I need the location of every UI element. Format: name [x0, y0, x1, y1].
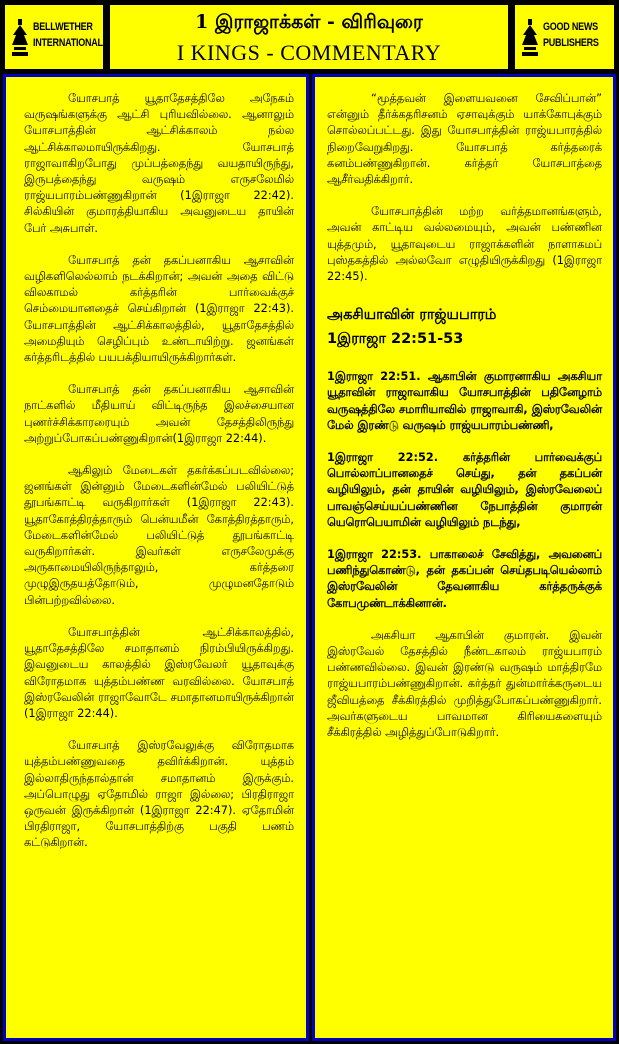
- good-news-logo-line2: PUBLISHERS: [543, 37, 599, 49]
- header-title-box: [108, 3, 510, 71]
- good-news-logo-line1: GOOD NEWS: [543, 21, 598, 33]
- right-paragraph-3: அகசியா ஆகாபின் குமாரன். இவன் இஸ்ரவேல் தேசத்தில் நீண்டகாலம் ராஜ்யபாரம் பண்ணவில்லை. இவன் இரண்டு வருஷம் மாத்திரமே ராஜ்யபாரம்பண்ணுகிறான். கர்த்தர் துன்மார்க்கருடைய ஜீவியத்தை சீக்கிரத்தில் முறித்துபோகப்பண்ணுகிறார். அவர்களுடைய பாவமான கிரியைகளையும் சீக்கிரத்தில் அழித்துப்போடுகிறார்.: [327, 628, 602, 740]
- left-paragraph-5: யோசபாத்தின் ஆட்சிக்காலத்தில், யூதாதேசத்திலே சமாதானம் நிரம்பியிருக்கிறது. இவனுடைய காலத்தில் இஸ்ரவேலர் யூதாவுக்கு விரோதமாக யுத்தம்பண்ண வரவில்லை. யோசபாத் இஸ்ரவேலின் ராஜாவோடே சமாதானமாயிருக்கிறான் (1இராஜா 22:44).: [24, 625, 294, 720]
- title-tamil: 1 இராஜாக்கள் - விரிவுரை: [195, 11, 423, 33]
- section-heading-title: அகசியாவின் ராஜ்யபாரம்: [327, 307, 497, 324]
- left-column: [3, 74, 309, 1041]
- right-paragraph-2: யோசபாத்தின் மற்ற வர்த்தமானங்களும், அவன் காட்டிய வல்லமையும், அவன் பண்ணின யுத்தமும், யூதாவுடைய ராஜாக்களின் நாளாகமப் புஸ்தகத்தில் அல்லவோ எழுதியிருக்கிறது (1இராஜா 22:45).: [327, 205, 602, 284]
- left-paragraph-3: யோசபாத் தன் தகப்பனாகிய ஆசாவின் நாட்களில் மீதியாய் விட்டிருந்த இலச்சையான புணர்ச்சிக்காரரையும் அவன் தேசத்திலிருந்து அற்றுப்போகப்பண்ணுகிறான்(1இராஜா 22:44).: [24, 383, 294, 445]
- bellwether-logo-line1: BELLWETHER: [33, 21, 93, 33]
- bellwether-emblem-icon: [11, 19, 29, 59]
- bellwether-logo-text: [33, 19, 103, 51]
- bellwether-logo-line2: INTERNATIONAL: [33, 37, 103, 49]
- right-paragraph-1: “மூத்தவன் இளையவனை சேவிப்பான்” என்னும் தீர்க்கதரிசனம் ஏசாவுக்கும் யாக்கோபுக்கும் சொல்லப்பட்டது. இது யோசபாத்தின் ராஜ்யபாரத்தில் நிறைவேறுகிறது. யோசபாத் கர்த்தரைக் கனம்பண்ணுகிறான். கர்த்தர் யோசபாத்தை ஆசீர்வதிக்கிறார்.: [327, 92, 602, 187]
- good-news-emblem-icon: [521, 19, 539, 59]
- bellwether-logo: [11, 15, 103, 63]
- verse-53: 1இராஜா 22:53. பாகாலைச் சேவித்து, அவனைப் பணிந்துகொண்டு, தன் தகப்பன் செய்தபடியெல்லாம் இஸ்ரவேலின் தேவனாகிய கர்த்தருக்குக் கோபமுண்டாக்கினான்.: [327, 548, 602, 610]
- left-paragraph-4: ஆகிலும் மேடைகள் தகர்க்கப்படவில்லை; ஜனங்கள் இன்னும் மேடைகளின்மேல் பலியிட்டுத் தூபங்காட்டி வருகிறார்கள் (1இராஜா 22:43). யூதாகோத்திரத்தாரும் பென்யமீன் கோத்திரத்தாரும், மேடைகளின்மேல் பலியிட்டுத் தூபங்காட்டி வருகிறார்கள். இவர்கள் எருசலேமுக்கு அருகாமையிலிருந்தாலும், கர்த்தரை முழுஇருதயத்தோடும், முழுமனதோடும் பின்பற்றவில்லை.: [24, 464, 294, 607]
- verse-51: 1இராஜா 22:51. ஆகாபின் குமாரனாகிய அகசியா யூதாவின் ராஜாவாகிய யோசபாத்தின் பதினேழாம் வருஷத்திலே சமாரியாவில் ராஜாவாகி, இஸ்ரவேலின் மேல் இரண்டு வருஷம் ராஜ்யபாரம்பண்ணி,: [327, 370, 602, 432]
- good-news-logo: [521, 15, 613, 63]
- good-news-logo-text: [543, 19, 599, 51]
- left-paragraph-2: யோசபாத் தன் தகப்பனாகிய ஆசாவின் வழிகளிலெல்லாம் நடக்கிறான்; அவன் அதை விட்டு விலகாமல் கர்த்தரின் பார்வைக்குச் செம்மையானதைச் செய்கிறான் (1இராஜா 22:43). யோசபாத்தின் ஆட்சிக்காலத்தில், யூதாதேசத்தில் அமைதியும் செழிப்பும் உண்டாயிற்று. ஜனங்கள் கர்த்தரிடத்தில் பயபக்தியாயிருக்கிறார்கள்.: [24, 253, 294, 365]
- title-english: I KINGS - COMMENTARY: [176, 40, 442, 65]
- header-right-logo-box: [513, 3, 616, 71]
- left-paragraph-1: யோசபாத் யூதாதேசத்திலே அநேகம் வருஷங்களுக்கு ஆட்சி புரியவில்லை. ஆனாலும் யோசபாத்தின் ஆட்சிக்காலம் நல்ல ஆட்சிக்காலமாயிருக்கிறது. யோசபாத் ராஜாவாகிறபோது முப்பத்தைந்து வயதாயிருந்து, இருபத்தைந்து வருஷம் எருசலேமில் ராஜ்யபாரம்பண்ணுகிறான் (1இராஜா 22:42). சில்கியின் குமாரத்தியாகிய அவனுடைய தாயின் பேர் அசுபாள்.: [24, 92, 294, 235]
- header-left-logo-box: [3, 3, 105, 71]
- right-column: [312, 74, 616, 1041]
- verse-52: 1இராஜா 22:52. கர்த்தரின் பார்வைக்குப் பொல்லாப்பானதைச் செய்து, தன் தகப்பன் வழியிலும், தன் தாயின் வழியிலும், இஸ்ரவேலைப் பாவஞ்செய்யப்பண்ணின நேபாத்தின் குமாரன் யெரொபெயாமின் வழியிலும் நடந்து,: [327, 451, 602, 529]
- left-paragraph-6: யோசபாத் இஸ்ரவேலுக்கு விரோதமாக யுத்தம்பண்ணுவதை தவிர்க்கிறான். யுத்தம் இல்லாதிருந்தால்தான் சமாதானம் இருக்கும். அப்பொழுது ஏதோமில் ராஜா இல்லை; பிரதிராஜா ஒருவன் இருக்கிறான் (1இராஜா 22:47). ஏதோமின் பிரதிராஜா, யோசபாத்திற்கு பகுதி பணம் கட்டுகிறான்.: [24, 739, 294, 850]
- section-heading: [327, 303, 602, 351]
- section-heading-reference: 1இராஜா 22:51-53: [327, 331, 464, 348]
